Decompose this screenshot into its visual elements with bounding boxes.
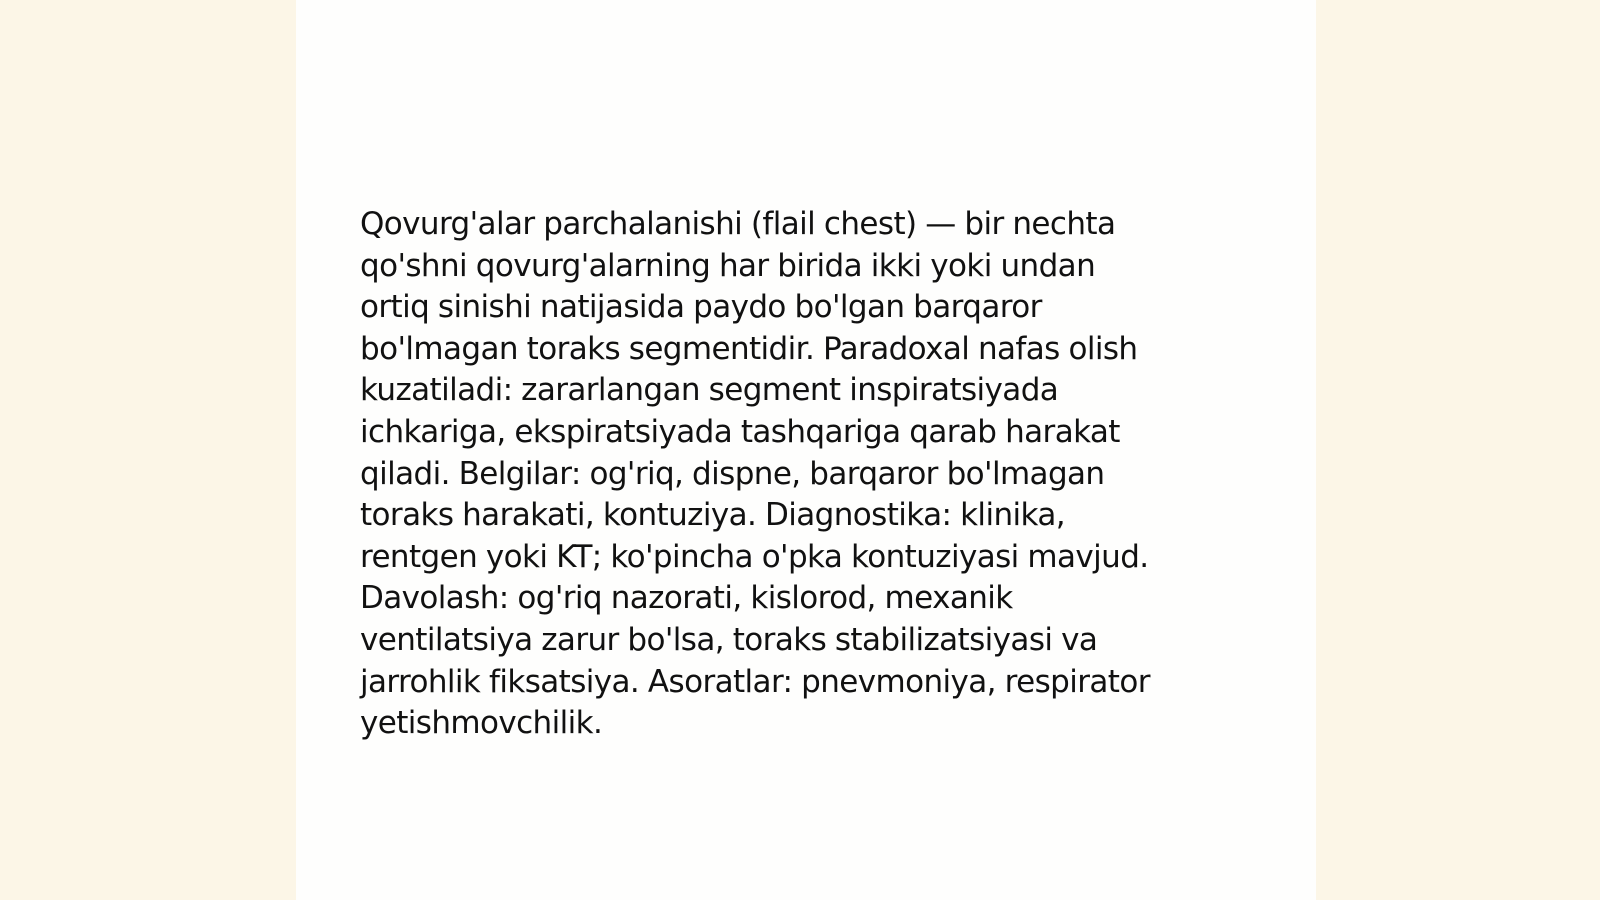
text-line: Davolash: og'riq nazorati, kislorod, mexanik bbox=[360, 580, 1013, 617]
text-line: toraks harakati, kontuziya. Diagnostika: klinika, bbox=[360, 497, 1065, 534]
right-margin-panel bbox=[1316, 0, 1600, 900]
text-line: ortiq sinishi natijasida paydo bo'lgan barqaror bbox=[360, 289, 1042, 326]
text-line: Qovurg'alar parchalanishi (flail chest) — bir nechta bbox=[360, 206, 1116, 242]
text-line: bo'lmagan toraks segmentidir. Paradoxal nafas olish bbox=[360, 330, 1138, 367]
document-page bbox=[296, 0, 1316, 900]
text-line: kuzatiladi: zararlangan segment inspiratsiyada bbox=[360, 372, 1059, 409]
left-margin-panel bbox=[0, 0, 296, 900]
body-paragraph bbox=[360, 204, 1220, 745]
text-line: qiladi. Belgilar: og'riq, dispne, barqaror bo'lmagan bbox=[360, 455, 1105, 492]
text-line: ichkariga, ekspiratsiyada tashqariga qarab harakat bbox=[360, 413, 1120, 450]
text-line: jarrohlik fiksatsiya. Asoratlar: pnevmoniya, respirator bbox=[360, 663, 1150, 700]
text-line: rentgen yoki KT; ko'pincha o'pka kontuziyasi mavjud. bbox=[360, 538, 1149, 575]
text-line: yetishmovchilik. bbox=[360, 705, 603, 742]
text-line: qo'shni qovurg'alarning har birida ikki yoki undan bbox=[360, 247, 1096, 284]
text-line: ventilatsiya zarur bo'lsa, toraks stabilizatsiyasi va bbox=[360, 621, 1098, 658]
